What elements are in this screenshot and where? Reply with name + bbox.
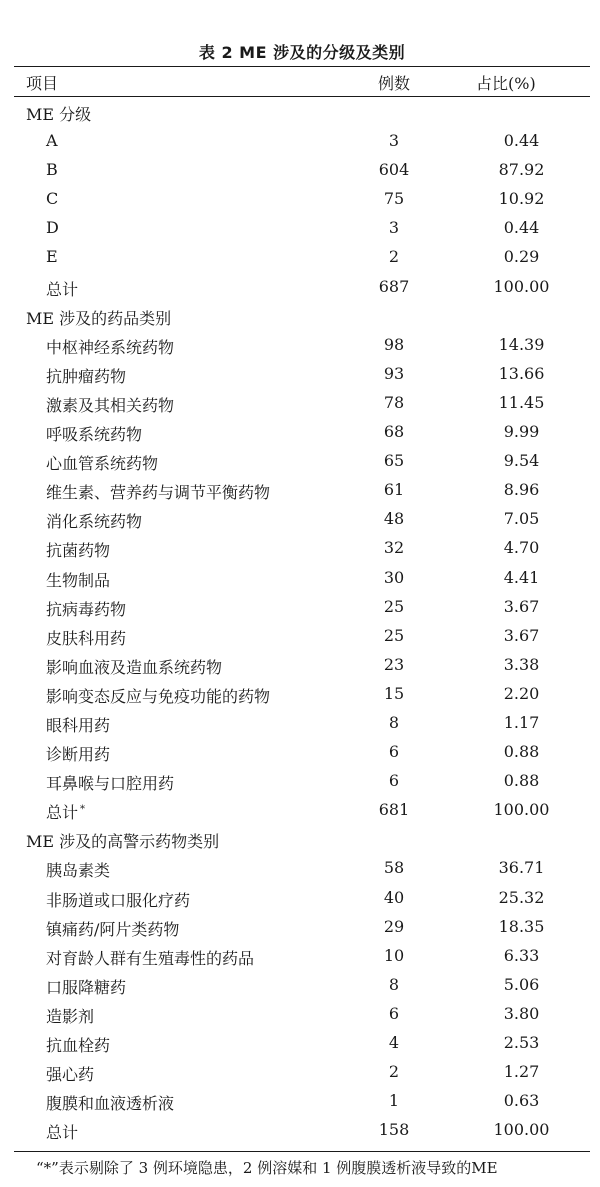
row-count: 29 bbox=[383, 916, 405, 936]
row-label bbox=[46, 538, 110, 561]
row-label bbox=[46, 975, 126, 998]
row-label-text: 抗菌药物 bbox=[46, 541, 111, 561]
row-label bbox=[46, 858, 110, 881]
row-count: 8 bbox=[388, 974, 400, 994]
row-label-text: 造影剂 bbox=[46, 1006, 95, 1026]
row-label bbox=[46, 1120, 78, 1143]
row-label-text: B bbox=[46, 160, 58, 180]
section-label bbox=[26, 829, 219, 852]
row-label bbox=[46, 771, 174, 794]
row-percent: 3.80 bbox=[503, 1003, 540, 1023]
row-count: 61 bbox=[383, 480, 405, 500]
table-row bbox=[14, 126, 590, 155]
row-label-text: 皮肤科用药 bbox=[46, 628, 127, 648]
row-count: 10 bbox=[383, 945, 405, 965]
row-label-text: 影响血液及造血系统药物 bbox=[46, 657, 223, 677]
row-label-text: 影响变态反应与免疫功能的药物 bbox=[46, 686, 271, 706]
row-count: 604 bbox=[378, 160, 410, 180]
row-label-text: 总计 bbox=[46, 1123, 79, 1143]
row-percent: 9.99 bbox=[503, 422, 540, 442]
row-label-text: 眼科用药 bbox=[46, 715, 111, 735]
row-percent: 100.00 bbox=[493, 1120, 550, 1140]
row-percent: 7.05 bbox=[503, 509, 540, 529]
row-percent: 6.33 bbox=[503, 945, 540, 965]
row-count: 58 bbox=[383, 858, 405, 878]
row-label-text: 总计 bbox=[46, 803, 79, 823]
row-label-text: 生物制品 bbox=[46, 570, 111, 590]
row-percent: 4.70 bbox=[503, 538, 540, 558]
row-percent: 36.71 bbox=[498, 858, 545, 878]
table-row bbox=[14, 446, 590, 475]
table-row bbox=[14, 621, 590, 650]
row-percent: 8.96 bbox=[503, 480, 540, 500]
row-count: 3 bbox=[388, 131, 400, 151]
row-label-text: 消化系统药物 bbox=[46, 512, 143, 532]
row-percent: 0.29 bbox=[503, 247, 540, 267]
table-row bbox=[14, 737, 590, 766]
row-label-text: 总计 bbox=[46, 279, 79, 299]
row-label bbox=[46, 480, 270, 503]
row-label-text: 强心药 bbox=[46, 1065, 95, 1085]
row-count: 2 bbox=[388, 247, 400, 267]
row-percent: 0.63 bbox=[503, 1091, 540, 1111]
row-label bbox=[46, 655, 222, 678]
row-percent: 3.38 bbox=[503, 654, 540, 674]
row-label bbox=[46, 742, 110, 765]
table-row bbox=[14, 883, 590, 912]
table-section-row bbox=[14, 824, 590, 853]
table-row bbox=[14, 184, 590, 213]
row-label bbox=[46, 713, 110, 736]
row-count: 65 bbox=[383, 451, 405, 471]
row-label-text: 口服降糖药 bbox=[46, 977, 127, 997]
row-label-text: 激素及其相关药物 bbox=[46, 395, 175, 415]
row-label-text: E bbox=[46, 247, 58, 267]
row-percent: 3.67 bbox=[503, 596, 540, 616]
row-percent: 18.35 bbox=[498, 916, 545, 936]
row-percent: 5.06 bbox=[503, 974, 540, 994]
row-count: 681 bbox=[378, 800, 410, 820]
row-count: 48 bbox=[383, 509, 405, 529]
row-percent: 10.92 bbox=[498, 189, 545, 209]
row-percent: 0.88 bbox=[503, 771, 540, 791]
row-count: 32 bbox=[383, 538, 405, 558]
row-percent: 1.17 bbox=[503, 712, 540, 732]
row-label bbox=[46, 364, 126, 387]
table-body bbox=[14, 97, 590, 1144]
row-label-text: ME 涉及的高警示药物类别 bbox=[26, 832, 220, 852]
table-row bbox=[14, 1115, 590, 1144]
row-percent: 100.00 bbox=[493, 276, 550, 296]
row-label bbox=[46, 888, 190, 911]
header-percent: 占比(%) bbox=[476, 74, 536, 93]
section-label bbox=[26, 102, 91, 125]
row-label bbox=[46, 160, 58, 179]
row-label bbox=[46, 131, 58, 150]
row-count: 30 bbox=[383, 567, 405, 587]
table-row bbox=[14, 679, 590, 708]
row-label bbox=[46, 247, 58, 266]
table-section-row bbox=[14, 97, 590, 126]
table-row bbox=[14, 1086, 590, 1115]
row-percent: 0.44 bbox=[503, 218, 540, 238]
row-label bbox=[46, 1004, 94, 1027]
row-percent: 0.44 bbox=[503, 131, 540, 151]
row-label-text: ME 分级 bbox=[26, 105, 92, 124]
row-label bbox=[46, 451, 158, 474]
table-row bbox=[14, 941, 590, 970]
row-label-text: 腹膜和血液透析液 bbox=[46, 1094, 175, 1114]
row-label bbox=[46, 1091, 174, 1114]
row-count: 158 bbox=[378, 1120, 410, 1140]
row-count: 78 bbox=[383, 392, 405, 412]
section-label bbox=[26, 306, 171, 329]
row-percent: 2.20 bbox=[503, 683, 540, 703]
row-percent: 14.39 bbox=[498, 334, 545, 354]
table-row bbox=[14, 359, 590, 388]
row-label bbox=[46, 509, 142, 532]
row-percent: 0.88 bbox=[503, 742, 540, 762]
row-count: 8 bbox=[388, 712, 400, 732]
table-row bbox=[14, 330, 590, 359]
table-row bbox=[14, 999, 590, 1028]
row-count: 98 bbox=[383, 334, 405, 354]
row-label-text: 对育龄人群有生殖毒性的药品 bbox=[46, 948, 255, 968]
table-row bbox=[14, 417, 590, 446]
header-item: 项目 bbox=[26, 74, 59, 93]
row-label bbox=[46, 1033, 110, 1056]
row-label-text: 胰岛素类 bbox=[46, 861, 111, 881]
table-row bbox=[14, 563, 590, 592]
row-count: 6 bbox=[388, 742, 400, 762]
table-row bbox=[14, 388, 590, 417]
row-count: 40 bbox=[383, 887, 405, 907]
row-label bbox=[46, 800, 85, 823]
row-label bbox=[46, 946, 254, 969]
row-count: 687 bbox=[378, 276, 410, 296]
row-label-text: 心血管系统药物 bbox=[46, 454, 159, 474]
row-label bbox=[46, 684, 270, 707]
row-label bbox=[46, 1062, 94, 1085]
row-label bbox=[46, 189, 58, 208]
row-count: 6 bbox=[388, 771, 400, 791]
row-count: 6 bbox=[388, 1003, 400, 1023]
row-label bbox=[46, 917, 179, 940]
row-label bbox=[46, 568, 110, 591]
table-row bbox=[14, 155, 590, 184]
table-row bbox=[14, 795, 590, 824]
row-count: 3 bbox=[388, 218, 400, 238]
row-percent: 13.66 bbox=[498, 363, 545, 383]
row-count: 4 bbox=[388, 1033, 400, 1052]
bottom-rule bbox=[14, 1151, 590, 1152]
table-row bbox=[14, 1057, 590, 1086]
row-label-text: C bbox=[46, 189, 59, 209]
table-row bbox=[14, 970, 590, 999]
table-row bbox=[14, 766, 590, 795]
table-row bbox=[14, 1028, 590, 1057]
table-footnote: “*”表示剔除了 3 例环境隐患，2 例溶媒和 1 例腹膜透析液导致的ME bbox=[36, 1159, 498, 1177]
table-header bbox=[14, 67, 590, 96]
row-label bbox=[46, 277, 78, 300]
row-percent: 11.45 bbox=[498, 392, 545, 412]
row-percent: 9.54 bbox=[503, 451, 540, 471]
table-row bbox=[14, 475, 590, 504]
row-label bbox=[46, 422, 142, 445]
table-row bbox=[14, 242, 590, 271]
row-percent: 100.00 bbox=[493, 800, 550, 820]
table-row bbox=[14, 592, 590, 621]
table-section-row bbox=[14, 301, 590, 330]
row-count: 25 bbox=[383, 625, 405, 645]
row-count: 93 bbox=[383, 363, 405, 383]
row-label-text: 诊断用药 bbox=[46, 745, 111, 765]
row-label bbox=[46, 335, 174, 358]
row-label bbox=[46, 626, 126, 649]
row-label-text: D bbox=[46, 218, 59, 238]
row-label-text: 非肠道或口服化疗药 bbox=[46, 890, 191, 910]
row-label-text: ME 涉及的药品类别 bbox=[26, 308, 172, 328]
row-percent: 4.41 bbox=[503, 567, 540, 587]
table-row bbox=[14, 853, 590, 882]
row-label-text: 呼吸系统药物 bbox=[46, 425, 143, 445]
table-caption: 表 2 ME 涉及的分级及类别 bbox=[198, 43, 406, 62]
table-row bbox=[14, 213, 590, 242]
row-count: 2 bbox=[388, 1062, 400, 1082]
header-count: 例数 bbox=[378, 74, 411, 93]
row-percent: 87.92 bbox=[498, 160, 545, 180]
table-row bbox=[14, 533, 590, 562]
row-count: 68 bbox=[383, 422, 405, 442]
row-percent: 2.53 bbox=[503, 1033, 540, 1052]
row-label-text: 镇痛药/阿片类药物 bbox=[46, 919, 180, 939]
row-label bbox=[46, 393, 174, 416]
table-row bbox=[14, 272, 590, 301]
row-label bbox=[46, 218, 59, 237]
row-label bbox=[46, 597, 126, 620]
row-label-text: 维生素、营养药与调节平衡药物 bbox=[46, 483, 271, 503]
row-label-text: 耳鼻喉与口腔用药 bbox=[46, 774, 175, 794]
row-count: 15 bbox=[383, 683, 405, 703]
table-row bbox=[14, 708, 590, 737]
row-percent: 1.27 bbox=[503, 1062, 540, 1082]
row-label-text: 抗病毒药物 bbox=[46, 599, 127, 619]
table-row bbox=[14, 504, 590, 533]
row-count: 1 bbox=[388, 1091, 400, 1111]
row-percent: 3.67 bbox=[503, 625, 540, 645]
row-count: 23 bbox=[383, 654, 405, 674]
row-label-text: 抗血栓药 bbox=[46, 1036, 111, 1055]
row-label-text: 中枢神经系统药物 bbox=[46, 337, 175, 357]
footnote-marker: * bbox=[80, 803, 86, 815]
row-count: 25 bbox=[383, 596, 405, 616]
row-label-text: A bbox=[46, 131, 58, 151]
row-label-text: 抗肿瘤药物 bbox=[46, 366, 127, 386]
table-row bbox=[14, 912, 590, 941]
table-page bbox=[14, 0, 590, 1187]
table-row bbox=[14, 650, 590, 679]
row-count: 75 bbox=[383, 189, 405, 209]
row-percent: 25.32 bbox=[498, 887, 545, 907]
